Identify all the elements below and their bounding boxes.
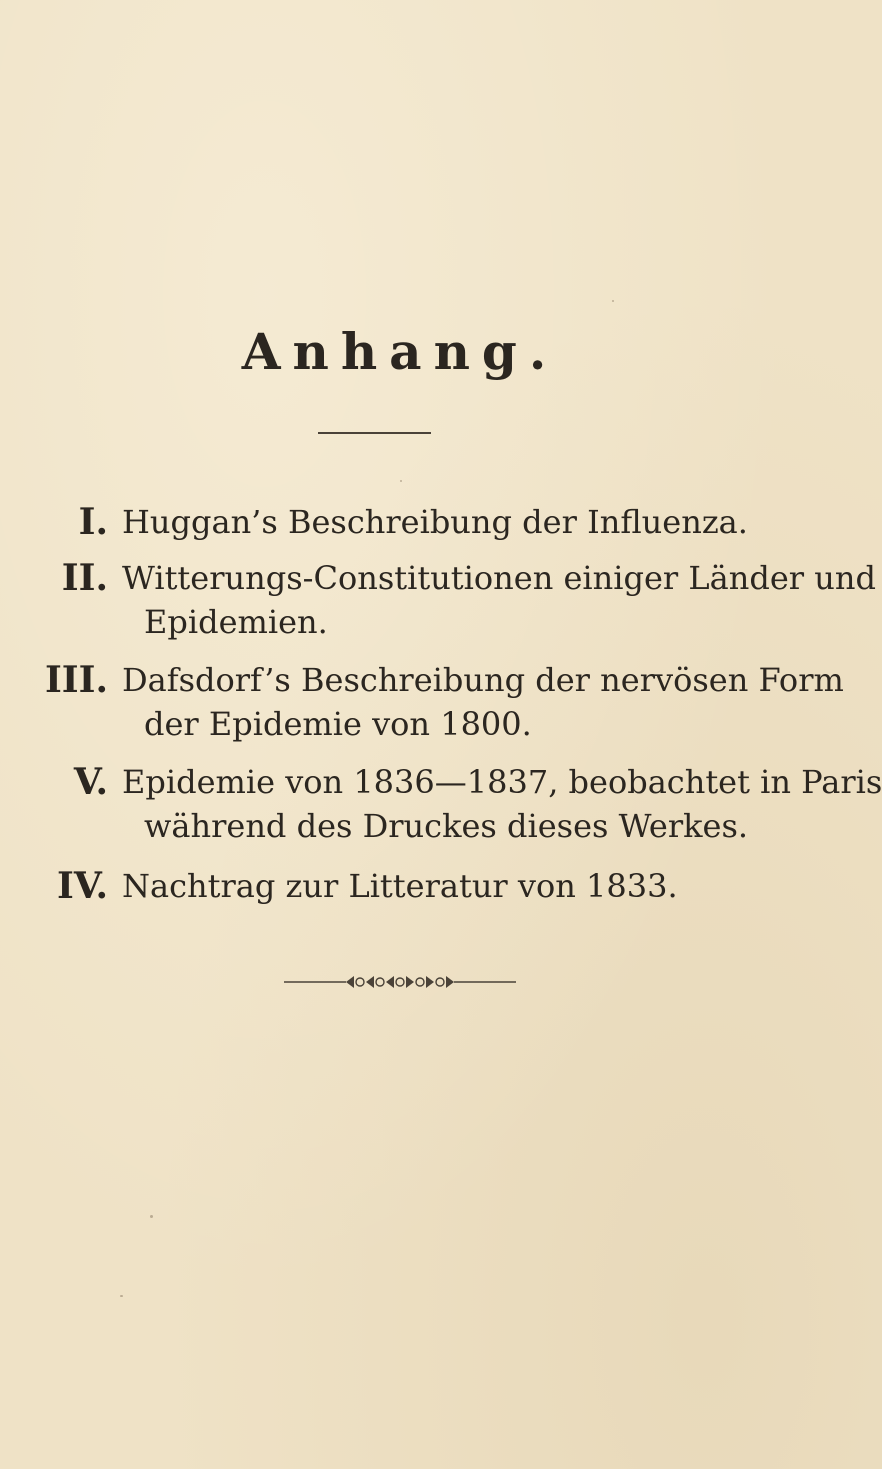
entry-text [122,864,762,908]
entry-number: II. [61,557,108,599]
ornament-divider-icon [284,970,516,994]
entry-number: III. [44,659,108,701]
paper-speck [150,1215,153,1218]
paper-speck [120,1295,123,1297]
entry-line: Witterungs-Constitutionen einiger Länder und [122,559,876,597]
entry-line: Epidemie von 1836—1837, beobachtet in Paris [122,763,882,801]
entry-text [122,500,762,544]
paper-speck [400,480,402,482]
entry-line-continued: Epidemien. [144,603,328,641]
entry-line-continued: während des Druckes dieses Werkes. [144,807,749,845]
entry-text [122,556,876,644]
entry-line: Nachtrag zur Litteratur von 1833. [122,867,678,905]
entry-text [122,658,844,746]
entry-line: Huggan’s Beschreibung der Influenza. [122,503,748,541]
entry-number: I. [78,501,108,543]
page-title: Anhang. [241,322,559,381]
entry-number: IV. [56,865,108,907]
entry-line-continued: der Epidemie von 1800. [144,705,532,743]
title-rule [318,432,431,434]
paper-speck [612,300,614,302]
entry-line: Dafsdorf’s Beschreibung der nervösen Form [122,661,844,699]
entry-number: V. [73,761,108,803]
entry-text [122,760,882,848]
